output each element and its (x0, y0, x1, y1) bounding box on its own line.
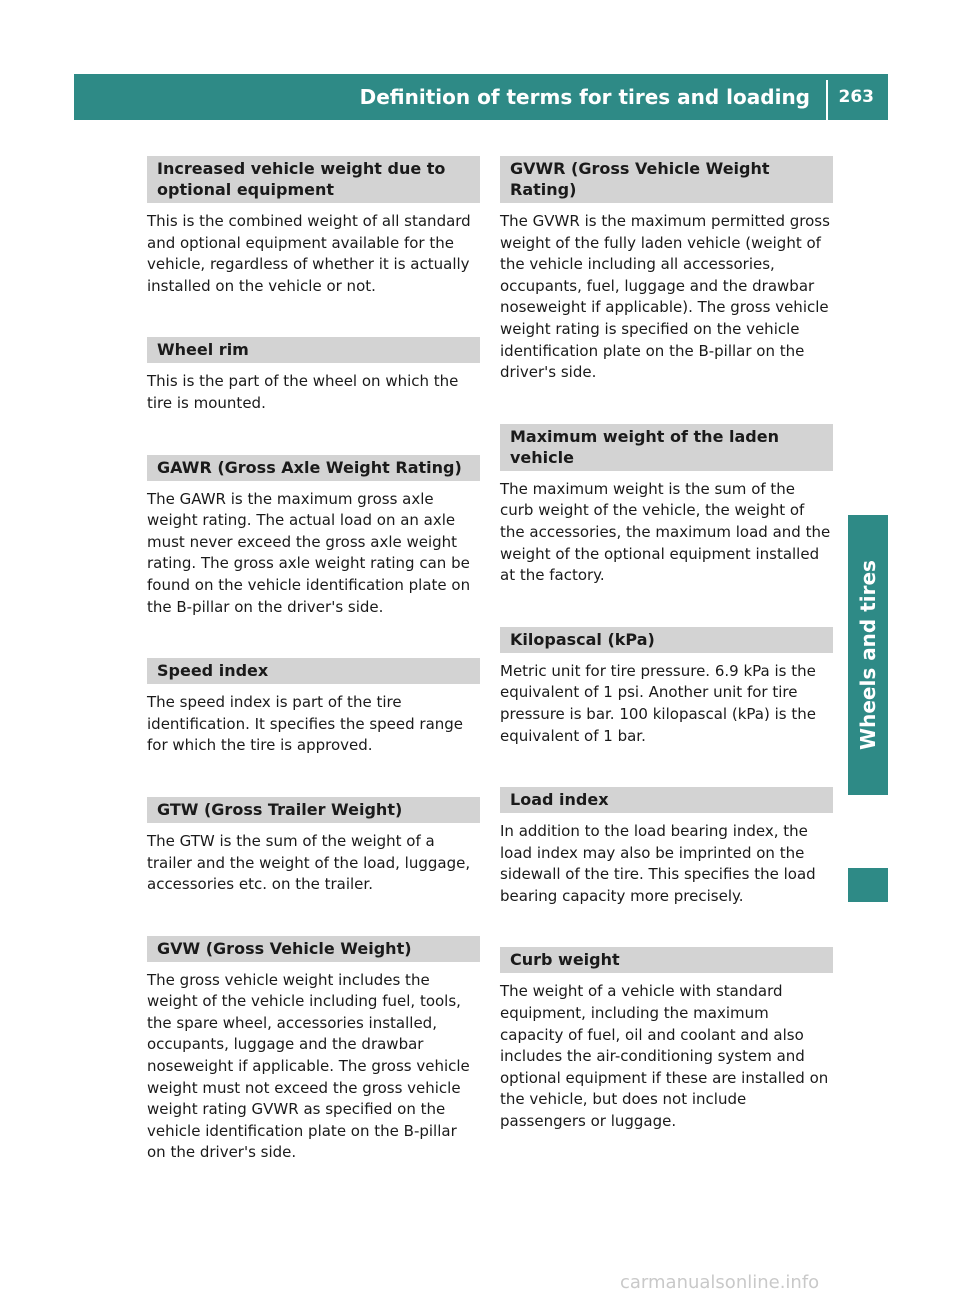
section-body: In addition to the load bearing index, the load index may also be imprinted on the sidewall of the tire. This specifies the load bearing capacity more precisely. (500, 822, 816, 905)
section-gtw (147, 797, 480, 896)
section-heading: Curb weight (500, 947, 833, 973)
section-optional-equipment (147, 156, 480, 297)
section-speed-index (147, 658, 480, 757)
section-heading: Wheel rim (147, 337, 480, 363)
section-heading: Maximum weight of the laden vehicle (500, 424, 833, 471)
section-heading: GVWR (Gross Vehicle Weight Rating) (500, 156, 833, 203)
section-gawr (147, 455, 480, 619)
section-gvwr (500, 156, 833, 384)
right-column (500, 156, 833, 1133)
section-max-laden-weight (500, 424, 833, 587)
section-heading: Kilopascal (kPa) (500, 627, 833, 653)
section-wheel-rim (147, 337, 480, 414)
section-heading: Speed index (147, 658, 480, 684)
section-heading: GVW (Gross Vehicle Weight) (147, 936, 480, 962)
section-body: The GTW is the sum of the weight of a trailer and the weight of the load, luggage, accessories etc. on the trailer. (147, 831, 471, 894)
section-body: The speed index is part of the tire identification. It specifies the speed range for which the tire is approved. (147, 693, 464, 755)
section-body: The maximum weight is the sum of the curb weight of the vehicle, the weight of the accessories, the maximum load and the weight of the optional equipment installed at the factory. (500, 479, 831, 585)
page-header (74, 74, 888, 120)
section-heading: GAWR (Gross Axle Weight Rating) (147, 455, 480, 481)
section-body: This is the part of the wheel on which the tire is mounted. (147, 372, 459, 412)
watermark: carmanualsonline.info (620, 1272, 820, 1293)
section-gvw (147, 936, 480, 1164)
chapter-marker-block (848, 868, 888, 902)
section-heading: Load index (500, 787, 833, 813)
page-title: Definition of terms for tires and loading (359, 85, 810, 109)
section-kilopascal (500, 627, 833, 747)
page-number: 263 (838, 87, 874, 107)
section-body: The GVWR is the maximum permitted gross weight of the fully laden vehicle (weight of the vehicle including all accessories, occupants, fuel, luggage and the drawbar noseweight if applicable). The gross vehicle weight rating is specified on the vehicle identification plate on the B-pillar on the driver's side. (500, 212, 830, 382)
section-curb-weight (500, 947, 833, 1132)
chapter-tab (848, 515, 888, 795)
section-heading: Increased vehicle weight due to optional equipment (147, 156, 480, 203)
section-body: The GAWR is the maximum gross axle weight rating. The actual load on an axle must never exceed the gross axle weight rating. The gross axle weight rating can be found on the vehicle identification plate on the B-pillar on the driver's side. (147, 489, 471, 616)
section-body: This is the combined weight of all standard and optional equipment available for the vehicle, regardless of whether it is actually installed on the vehicle or not. (147, 212, 471, 295)
chapter-tab-label: Wheels and tires (856, 560, 880, 750)
section-body: Metric unit for tire pressure. 6.9 kPa is the equivalent of 1 psi. Another unit for tire pressure is bar. 100 kilopascal (kPa) is the equivalent of 1 bar. (500, 661, 816, 745)
left-column (147, 156, 480, 1164)
section-body: The weight of a vehicle with standard equipment, including the maximum capacity of fuel, oil and coolant and also includes the air-conditioning system and optional equipment if these are installed on the vehicle, but does not include passengers or luggage. (500, 982, 829, 1131)
section-load-index (500, 787, 833, 907)
section-heading: GTW (Gross Trailer Weight) (147, 797, 480, 823)
header-divider (826, 80, 828, 120)
section-body: The gross vehicle weight includes the weight of the vehicle including fuel, tools, the spare wheel, accessories installed, occupants, luggage and the drawbar noseweight if applicable. The gross vehicle weight must not exceed the gross vehicle weight rating GVWR as specified on the vehicle identification plate on the B-pillar on the driver's side. (147, 970, 470, 1162)
